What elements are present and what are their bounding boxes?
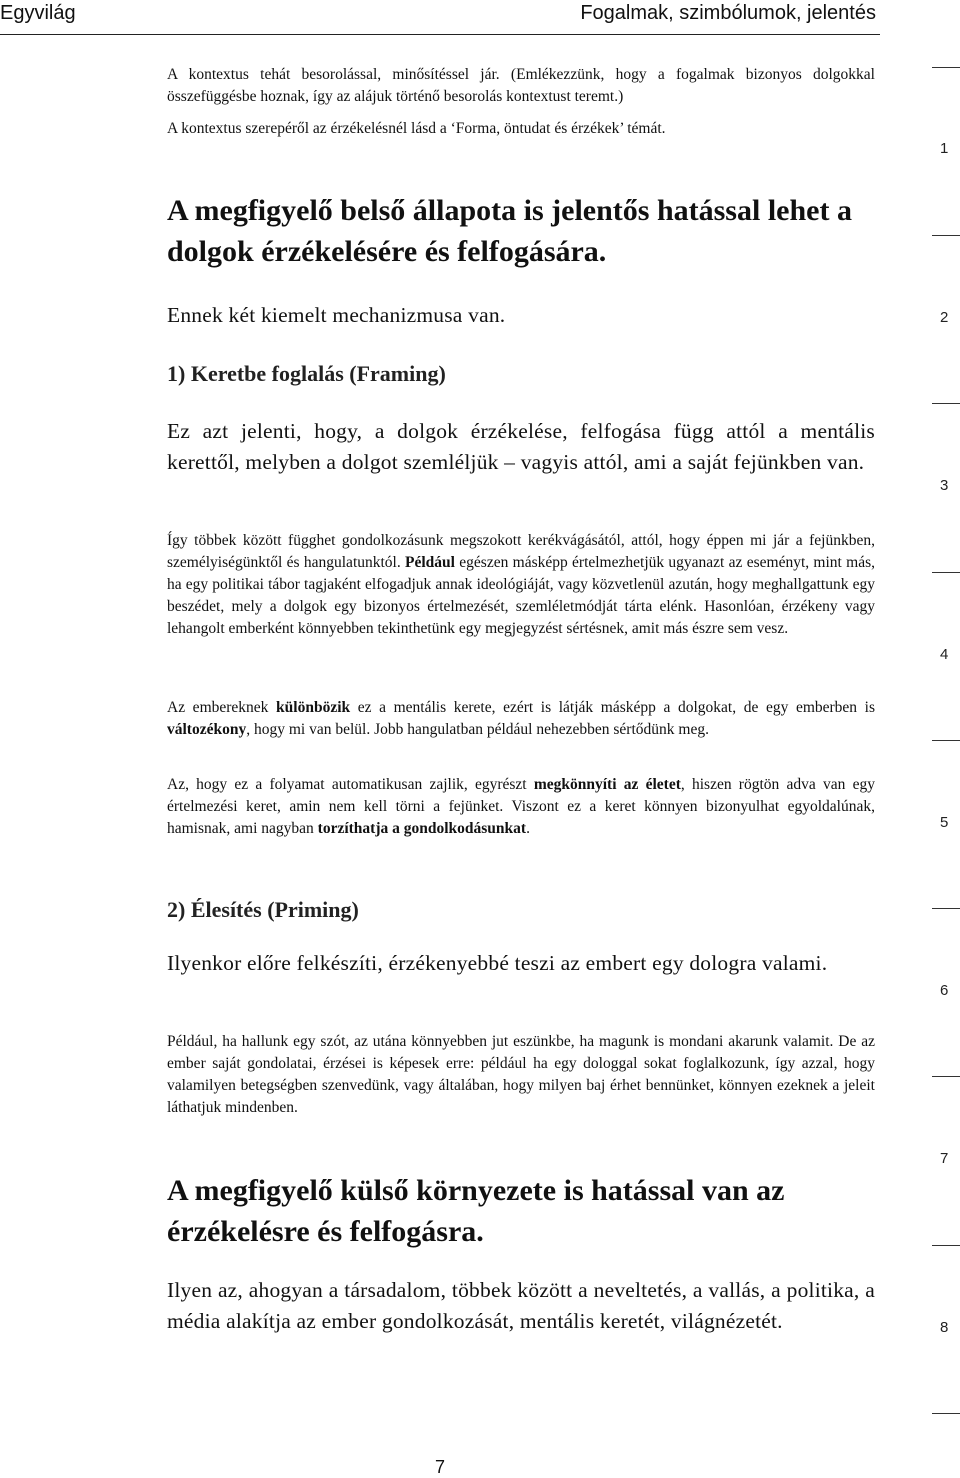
ruler-tick <box>932 572 960 573</box>
priming-definition: Ilyenkor előre felkészíti, érzékenyebbé teszi az embert egy dologra valami. <box>167 951 828 975</box>
ruler-tick <box>932 403 960 404</box>
ruler-number: 4 <box>940 646 949 663</box>
ruler-number: 6 <box>940 982 949 999</box>
section-heading-internal: A megfigyelő belső állapota is jelentős hatással lehet a dolgok érzékelésére és felfogására. <box>167 194 852 268</box>
framing-definition: Ez azt jelenti, hogy, a dolgok érzékelése, felfogása függ attól a mentális kerettől, melyben a dolgot szemléljük – vagyis attól, ami a saját fejünkben van. <box>167 419 875 474</box>
intro-paragraph-context: A kontextus tehát besorolással, minősítéssel jár. (Emlékezzünk, hogy a fogalmak bizonyos dolgokkal összefüggésbe hoznak, így az alájuk történő besorolás kontextust teremt.) <box>167 66 875 105</box>
framing-paragraph-2: Az embereknek különbözik ez a mentális kerete, ezért is látják másképp a dolgokat, de egy emberben is változékony, hogy mi van belül. Jobb hangulatban például nehezebben sértődünk meg. <box>167 699 875 738</box>
page-header <box>0 0 880 35</box>
ruler-tick <box>932 740 960 741</box>
ruler-tick <box>932 1413 960 1414</box>
external-body-block <box>167 1275 875 1337</box>
ruler-tick <box>932 67 960 68</box>
section-internal-state <box>167 190 875 272</box>
framing-definition-block <box>167 416 875 478</box>
ruler-tick <box>932 235 960 236</box>
header-chapter-title: Fogalmak, szimbólumok, jelentés <box>580 2 876 24</box>
ruler-number: 5 <box>940 814 949 831</box>
section-external-environment <box>167 1170 875 1252</box>
framing-paragraph-2-block <box>167 697 875 741</box>
ruler-tick <box>932 1076 960 1077</box>
ruler-number: 3 <box>940 477 949 494</box>
priming-heading: 2) Élesítés (Priming) <box>167 897 359 922</box>
priming-paragraph: Például, ha hallunk egy szót, az utána könnyebben jut eszünkbe, ha magunk is mondani akarunk valamit. De az ember saját gondolatai, érzései is képesek erre: például ha egy dologgal sokat foglalkozunk, így azzal, hogy valamilyen betegségben szenvedünk, vagy általában, hogy milyen baj érhet bennünket, könnyen ezeknek a jeleit láthatjuk mindenben. <box>167 1033 875 1116</box>
side-ruler <box>932 0 960 1477</box>
framing-paragraph-1: Így többek között függhet gondolkozásunk megszokott kerékvágásától, attól, hogy éppen mi jár a fejünkben, személyiségünktől és hangulatunktól. Például egészen másképp értelmezhetjük ugyanazt az eseményt, mint más, ha egy politikai tábor tagjaként elfogadjuk annak ideológiáját, vagy közvetlenül azután, hogy meghallgattunk egy beszédet, mely a dolgok egy bizonyos értelmezését, szemléletmódját tárta elénk. Hasonlóan, érzékeny vagy lehangolt emberként könnyebben tekinthetünk egy megjegyzést sértésnek, amit más észre sem vesz. <box>167 532 875 637</box>
section-lead-block <box>167 300 875 331</box>
framing-heading: 1) Keretbe foglalás (Framing) <box>167 361 446 386</box>
priming-definition-block <box>167 948 875 979</box>
priming-paragraph-block <box>167 1031 875 1119</box>
framing-paragraph-1-block <box>167 530 875 640</box>
intro-block-2 <box>167 118 875 140</box>
ruler-number: 7 <box>940 1150 949 1167</box>
ruler-number: 2 <box>940 309 949 326</box>
ruler-number: 8 <box>940 1319 949 1336</box>
framing-paragraph-3: Az, hogy ez a folyamat automatikusan zajlik, egyrészt megkönnyíti az életet, hiszen rögtön adva van egy értelmezési keret, amin nem kell törni a fejünket. Viszont ez a keret könnyen bizonyulhat egyoldalúnak, hamisnak, ami nagyban torzíthatja a gondolkodásunkat. <box>167 776 875 837</box>
section-lead: Ennek két kiemelt mechanizmusa van. <box>167 303 506 327</box>
header-site-title: Egyvilág <box>0 2 76 24</box>
page-number: 7 <box>434 1457 445 1477</box>
external-body: Ilyen az, ahogyan a társadalom, többek között a neveltetés, a vallás, a politika, a média alakítja az ember gondolkozását, mentális keretét, világnézetét. <box>167 1278 875 1333</box>
ruler-tick <box>932 1245 960 1246</box>
section-heading-external: A megfigyelő külső környezete is hatással van az érzékelésre és felfogásra. <box>167 1174 785 1248</box>
ruler-tick <box>932 908 960 909</box>
ruler-number: 1 <box>940 140 949 157</box>
framing-heading-block <box>167 359 875 389</box>
priming-heading-block <box>167 895 875 925</box>
intro-paragraph-reference: A kontextus szerepéről az érzékelésnél lásd a ‘Forma, öntudat és érzékek’ témát. <box>167 120 666 137</box>
framing-paragraph-3-block <box>167 774 875 840</box>
intro-block <box>167 64 875 108</box>
